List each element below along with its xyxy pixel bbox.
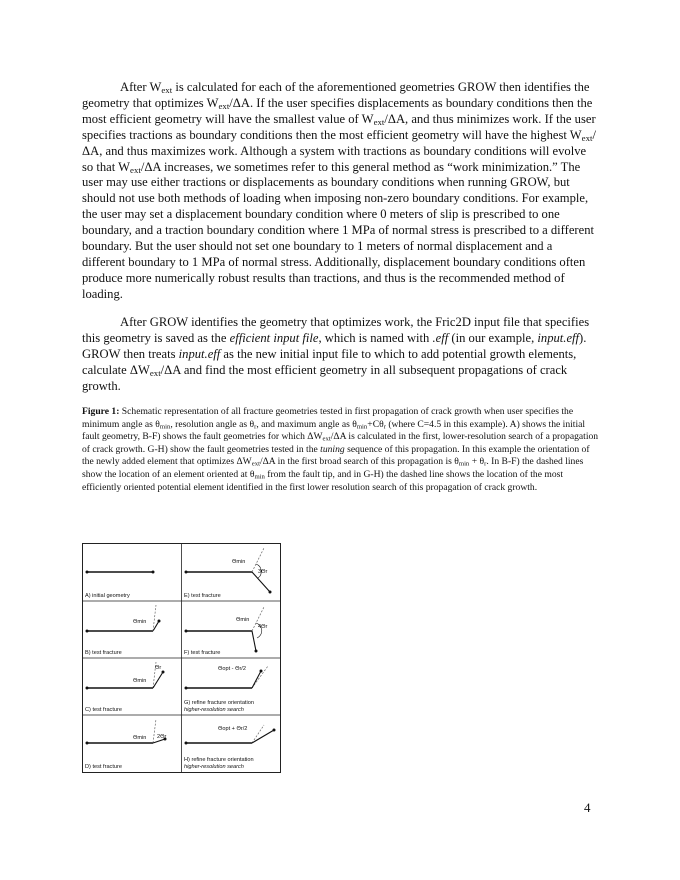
caption-sub: ext bbox=[322, 435, 331, 443]
panel-d-angle-min: Θmin bbox=[133, 735, 147, 741]
fault-tip-left bbox=[86, 571, 89, 574]
caption-text: + θ bbox=[469, 456, 485, 468]
test-element bbox=[252, 631, 256, 651]
paragraph-efficient-input bbox=[82, 315, 598, 395]
p1-text: /ΔA increases, we sometimes refer to this general method as “work minimization.” The user may use either tractions or displacements as boundary conditions when running GROW, but should not use both methods of loading when imposing non-zero boundary conditions. For example, the user may set a displacement boundary condition where 0 meters of slip is prescribed to one boundary, and a traction boundary condition where 1 MPa of normal stress is prescribed to a different boundary. But the user should not set one boundary to 1 meters of normal displacement and a different boundary to 1 MPa of normal stress. Additionally, displacement boundary conditions often produce more numerically robust results than tractions, and thus is the recommended method of loading. bbox=[82, 159, 595, 301]
caption-text: (where C=4.5 in this example). A) shows the initial fault geometry, B-F) shows the fault geometries for which ΔW bbox=[82, 418, 586, 443]
fracture-geometry-figure bbox=[82, 543, 281, 773]
caption-text: , resolution angle as θ bbox=[170, 418, 255, 430]
p1-sub: ext bbox=[130, 164, 141, 175]
caption-text: from the fault tip, and in G-H) the dashed line shows the location of the most efficiently oriented potential element identified in the first lower resolution search of this propagation of crack growth. bbox=[82, 468, 564, 493]
p1-sub: ext bbox=[373, 117, 385, 128]
panel-f-label: F) test fracture bbox=[184, 649, 221, 656]
paragraph-work-optimization bbox=[82, 80, 598, 303]
panel-b-label: B) test fracture bbox=[85, 649, 122, 656]
panel-c-angle-min: Θmin bbox=[133, 678, 147, 684]
caption-sub: min bbox=[159, 423, 171, 431]
p1-text: /ΔA, and thus maximizes work. Although a system with tractions as boundary conditions will evolve so that W bbox=[82, 127, 596, 174]
p2-text: , which is named with bbox=[318, 330, 433, 345]
panel-d-label: D) test fracture bbox=[85, 763, 122, 770]
page-number: 4 bbox=[584, 800, 591, 815]
panel-c-label: C) test fracture bbox=[85, 706, 122, 713]
caption-text: . In B-F) the dashed lines show the location of an element oriented at θ bbox=[82, 456, 584, 480]
panel-h bbox=[182, 715, 280, 772]
p1-text: After W bbox=[120, 80, 162, 94]
panel-e-angle-min: Θmin bbox=[232, 559, 246, 565]
caption-text: , and maximum angle as θ bbox=[256, 418, 357, 430]
panel-h-label bbox=[184, 757, 254, 770]
p2-sub: ext bbox=[149, 367, 161, 378]
panel-a bbox=[83, 544, 181, 601]
caption-italic: tuning bbox=[320, 443, 345, 455]
panel-e-angle-r: 3Θr bbox=[258, 569, 268, 575]
caption-text: Schematic representation of all fracture geometries tested in first propagation of crack growth when user specifies the minimum angle as θ bbox=[82, 406, 574, 430]
test-element bbox=[252, 572, 270, 592]
p1-text: /ΔA, and thus minimizes work. If the user specifies tractions as boundary conditions then the most efficient geometry will have the highest W bbox=[82, 111, 596, 142]
caption-sub: min bbox=[356, 423, 368, 431]
caption-text: /ΔA in the first broad search of this propagation is θ bbox=[259, 456, 459, 468]
panel-g bbox=[182, 658, 280, 715]
panel-c bbox=[83, 658, 181, 715]
panel-h-label-sub: higher-resolution search bbox=[184, 763, 244, 770]
p2-text: as the new initial input file to which to add potential growth elements, calculate ΔW bbox=[82, 346, 577, 377]
p2-text: /ΔA and find the most efficient geometry in all subsequent propagations of crack growth. bbox=[82, 362, 568, 393]
p2-italic: input.eff bbox=[537, 330, 580, 345]
panel-g-angle: Θopt - Θr/2 bbox=[218, 666, 246, 672]
p1-text: is calculated for each of the aforementioned geometries GROW then identifies the geometry that optimizes W bbox=[82, 80, 590, 110]
panel-e-label: E) test fracture bbox=[184, 592, 221, 599]
caption-text: /ΔA is calculated in the first, lower-resolution search of a propagation of crack growth. G-H) show the fault geometries tested in the bbox=[82, 431, 599, 455]
p1-sub: ext bbox=[161, 85, 173, 96]
panel-d bbox=[83, 715, 181, 772]
figure-caption bbox=[82, 406, 600, 494]
caption-text: sequence of this propagation. In this example the orientation of the newly added element that optimizes ΔW bbox=[82, 443, 590, 468]
panel-d-angle-r: 2Θr bbox=[157, 734, 167, 740]
p2-italic: efficient input file bbox=[229, 330, 319, 345]
caption-sub: min bbox=[254, 473, 265, 481]
test-element bbox=[252, 671, 261, 688]
caption-sub: r bbox=[383, 423, 386, 431]
p2-italic: input.eff bbox=[178, 346, 221, 361]
caption-sub: min bbox=[458, 461, 470, 469]
caption-sub: r bbox=[254, 423, 257, 431]
test-element bbox=[252, 730, 274, 743]
panel-b-angle-min: Θmin bbox=[133, 619, 147, 625]
p1-text: /ΔA. If the user specifies displacements as boundary conditions then the most efficient geometry will have the smallest value of W bbox=[82, 95, 593, 126]
caption-sub: r bbox=[484, 461, 487, 469]
p2-text: After GROW identifies the geometry that optimizes work, the Fric2D input file that specifies this geometry is saved as the bbox=[82, 315, 590, 345]
fault-tip-right bbox=[152, 571, 155, 574]
panel-h-angle: Θopt + Θr/2 bbox=[218, 726, 248, 732]
panel-c-angle-r: Θr bbox=[155, 665, 162, 671]
panel-b bbox=[83, 601, 181, 658]
panel-g-label-text: G) refine fracture orientation bbox=[184, 700, 254, 706]
p2-text: ). GROW then treats bbox=[82, 330, 587, 361]
p2-italic: .eff bbox=[432, 330, 449, 345]
panel-a-label: A) initial geometry bbox=[85, 592, 130, 599]
p1-sub: ext bbox=[581, 132, 593, 143]
panel-e bbox=[182, 544, 280, 601]
test-element bbox=[153, 672, 163, 688]
panel-f-angle-r: 4Θr bbox=[258, 624, 268, 630]
panel-g-label bbox=[184, 700, 254, 713]
panel-g-label-sub: higher-resolution search bbox=[184, 706, 244, 713]
panel-h-label-text: H) refine fracture orientation bbox=[184, 757, 254, 763]
p2-text: (in our example, bbox=[448, 330, 538, 345]
panel-f bbox=[182, 601, 280, 658]
p1-sub: ext bbox=[218, 101, 230, 112]
caption-sub: ext bbox=[251, 461, 260, 469]
panel-f-angle-min: Θmin bbox=[236, 617, 250, 623]
caption-label: Figure 1: bbox=[82, 406, 120, 417]
caption-text: +Cθ bbox=[367, 418, 384, 430]
